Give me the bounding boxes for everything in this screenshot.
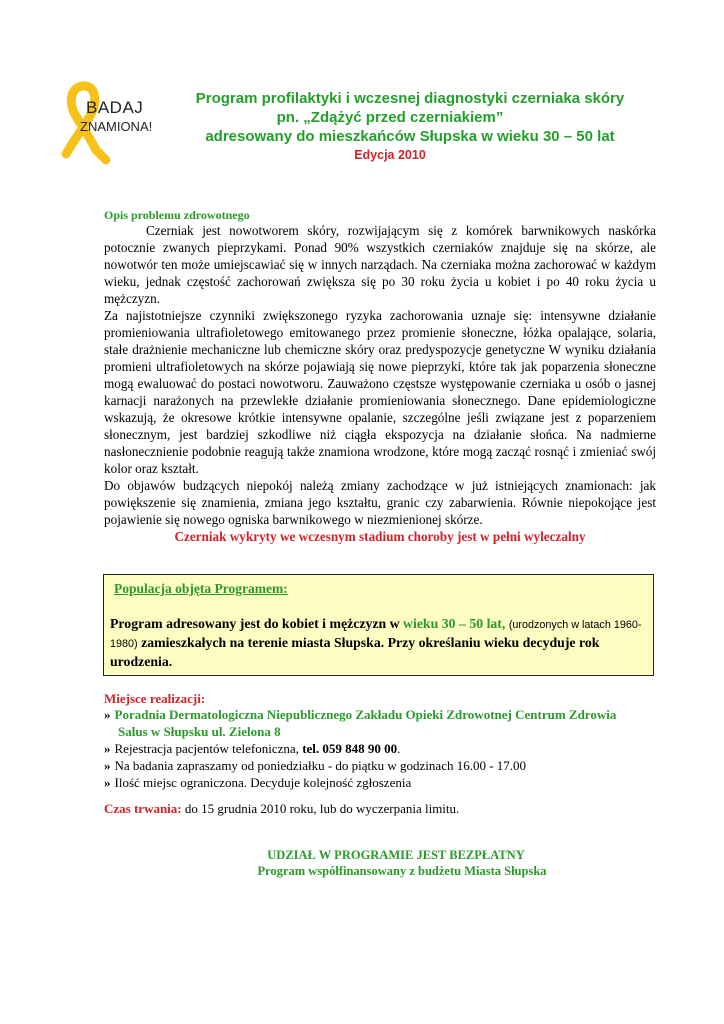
duration-value: do 15 grudnia 2010 roku, lub do wyczerpania limitu. xyxy=(181,801,460,816)
location-place xyxy=(104,706,616,740)
population-text-a: Program adresowany jest do kobiet i mężczyzn w xyxy=(110,616,404,631)
population-age: wieku 30 – 50 lat, xyxy=(403,616,506,631)
header-audience: adresowany do mieszkańców Słupska w wieku 30 – 50 lat xyxy=(205,128,615,145)
duration xyxy=(104,800,459,817)
badaj-znamiona-logo xyxy=(60,80,160,165)
population-born: (urodzonych w latach 1960- 1980) xyxy=(110,619,642,650)
problem-highlight: Czerniak wykryty we wczesnym stadium choroby jest w pełni wyleczalny xyxy=(174,529,586,544)
problem-description xyxy=(104,222,656,545)
location-limit xyxy=(104,774,411,791)
problem-paragraph-1: Czerniak jest nowotworem skóry, rozwijającym się z komórek barwnikowych naskórka potocznie zwanych pieprzykami. Ponad 90% wszystkich czerniaków znajduje się na skórze, ale nowotwór ten może umiejscawiać się w innych narządach. Na czerniaka można zachorować w każdym wieku, jednak częstość zachorowań zwiększa się po 30 roku życia u kobiet i po 40 roku życia u mężczyzn. xyxy=(104,223,656,306)
bullet-icon: » xyxy=(104,758,111,773)
header-edition: Edycja 2010 xyxy=(354,148,426,162)
location-hours xyxy=(104,757,526,774)
bullet-icon: » xyxy=(104,707,111,722)
logo-text-znamiona: ZNAMIONA! xyxy=(80,119,153,134)
location-title: Miejsce realizacji: xyxy=(104,691,206,706)
hours-text: Na badania zapraszamy od poniedziałku - do piątku w godzinach 16.00 - 17.00 xyxy=(114,758,527,773)
logo-text-badaj: BADAJ xyxy=(86,98,144,117)
limit-text: Ilość miejsc ograniczona. Decyduje kolejność zgłoszenia xyxy=(114,775,412,790)
duration-label: Czas trwania: xyxy=(104,801,182,816)
problem-paragraph-3: Do objawów budzących niepokój należą zmiany zachodzące w już istniejących znamionach: jak powiększenie się znamienia, zmiana jego kształtu, granic czy zabarwienia. Równie niepokojące jest pojawienie się nowego ogniska barwnikowego w niezmienionej skórze. xyxy=(104,478,656,527)
header-subtitle: pn. „Zdążyć przed czerniakiem” xyxy=(276,109,504,126)
population-text xyxy=(110,615,647,670)
population-text-b: zamieszkałych na terenie miasta Słupska. Przy określaniu wieku decyduje rok urodzenia. xyxy=(110,635,600,669)
footer-free: UDZIAŁ W PROGRAMIE JEST BEZPŁATNY xyxy=(267,848,525,862)
problem-paragraph-2: Za najistotniejsze czynniki zwiększonego ryzyka zachorowania uznaje się: intensywne działanie promieniowania ultrafioletowego emitowanego przez promienie słoneczne, łóżka opalające, solaria, stałe drażnienie mechaniczne lub chemiczne skóry oraz predyspozycje genetyczne W wyniku działania promieni ultrafioletowych na skórze pojawiają się nowe pieprzyki, które tak jak poparzenia słoneczne mogą ewaluować do postaci nowotworu. Zauważono częstsze występowanie czerniaka u osób o jasnej karnacji narażonych na przewlekłe działanie promieniowania słonecznego. Dane epidemiologiczne wskazują, że okresowe krótkie intensywne opalanie, szczególne jeśli związane jest z poparzeniem słonecznym, jest bardziej szkodliwe niż ciągła ekspozycja na działanie słońca. Na nadmierne nasłonecznienie podobnie reagują także znamiona wrodzone, które mogą zacząć rosnąć i zmieniać swój kolor oraz kształt. xyxy=(104,308,656,476)
footer-cofinanced: Program współfinansowany z budżetu Miasta Słupska xyxy=(257,864,547,878)
registration-text: Rejestracja pacjentów telefoniczna, xyxy=(114,741,303,756)
problem-title: Opis problemu zdrowotnego xyxy=(104,208,250,222)
location-place-line2: Salus w Słupsku ul. Zielona 8 xyxy=(118,724,281,739)
population-box xyxy=(103,574,654,676)
registration-phone: tel. 059 848 90 00 xyxy=(302,741,398,756)
bullet-icon: » xyxy=(104,741,111,756)
registration-end: . xyxy=(397,741,401,756)
header-title: Program profilaktyki i wczesnej diagnostyki czerniaka skóry xyxy=(195,90,625,107)
population-title: Populacja objęta Programem: xyxy=(114,581,288,596)
bullet-icon: » xyxy=(104,775,111,790)
location-registration xyxy=(104,740,400,757)
location-place-line1: Poradnia Dermatologiczna Niepublicznego Zakładu Opieki Zdrowotnej Centrum Zdrowia xyxy=(114,707,617,722)
